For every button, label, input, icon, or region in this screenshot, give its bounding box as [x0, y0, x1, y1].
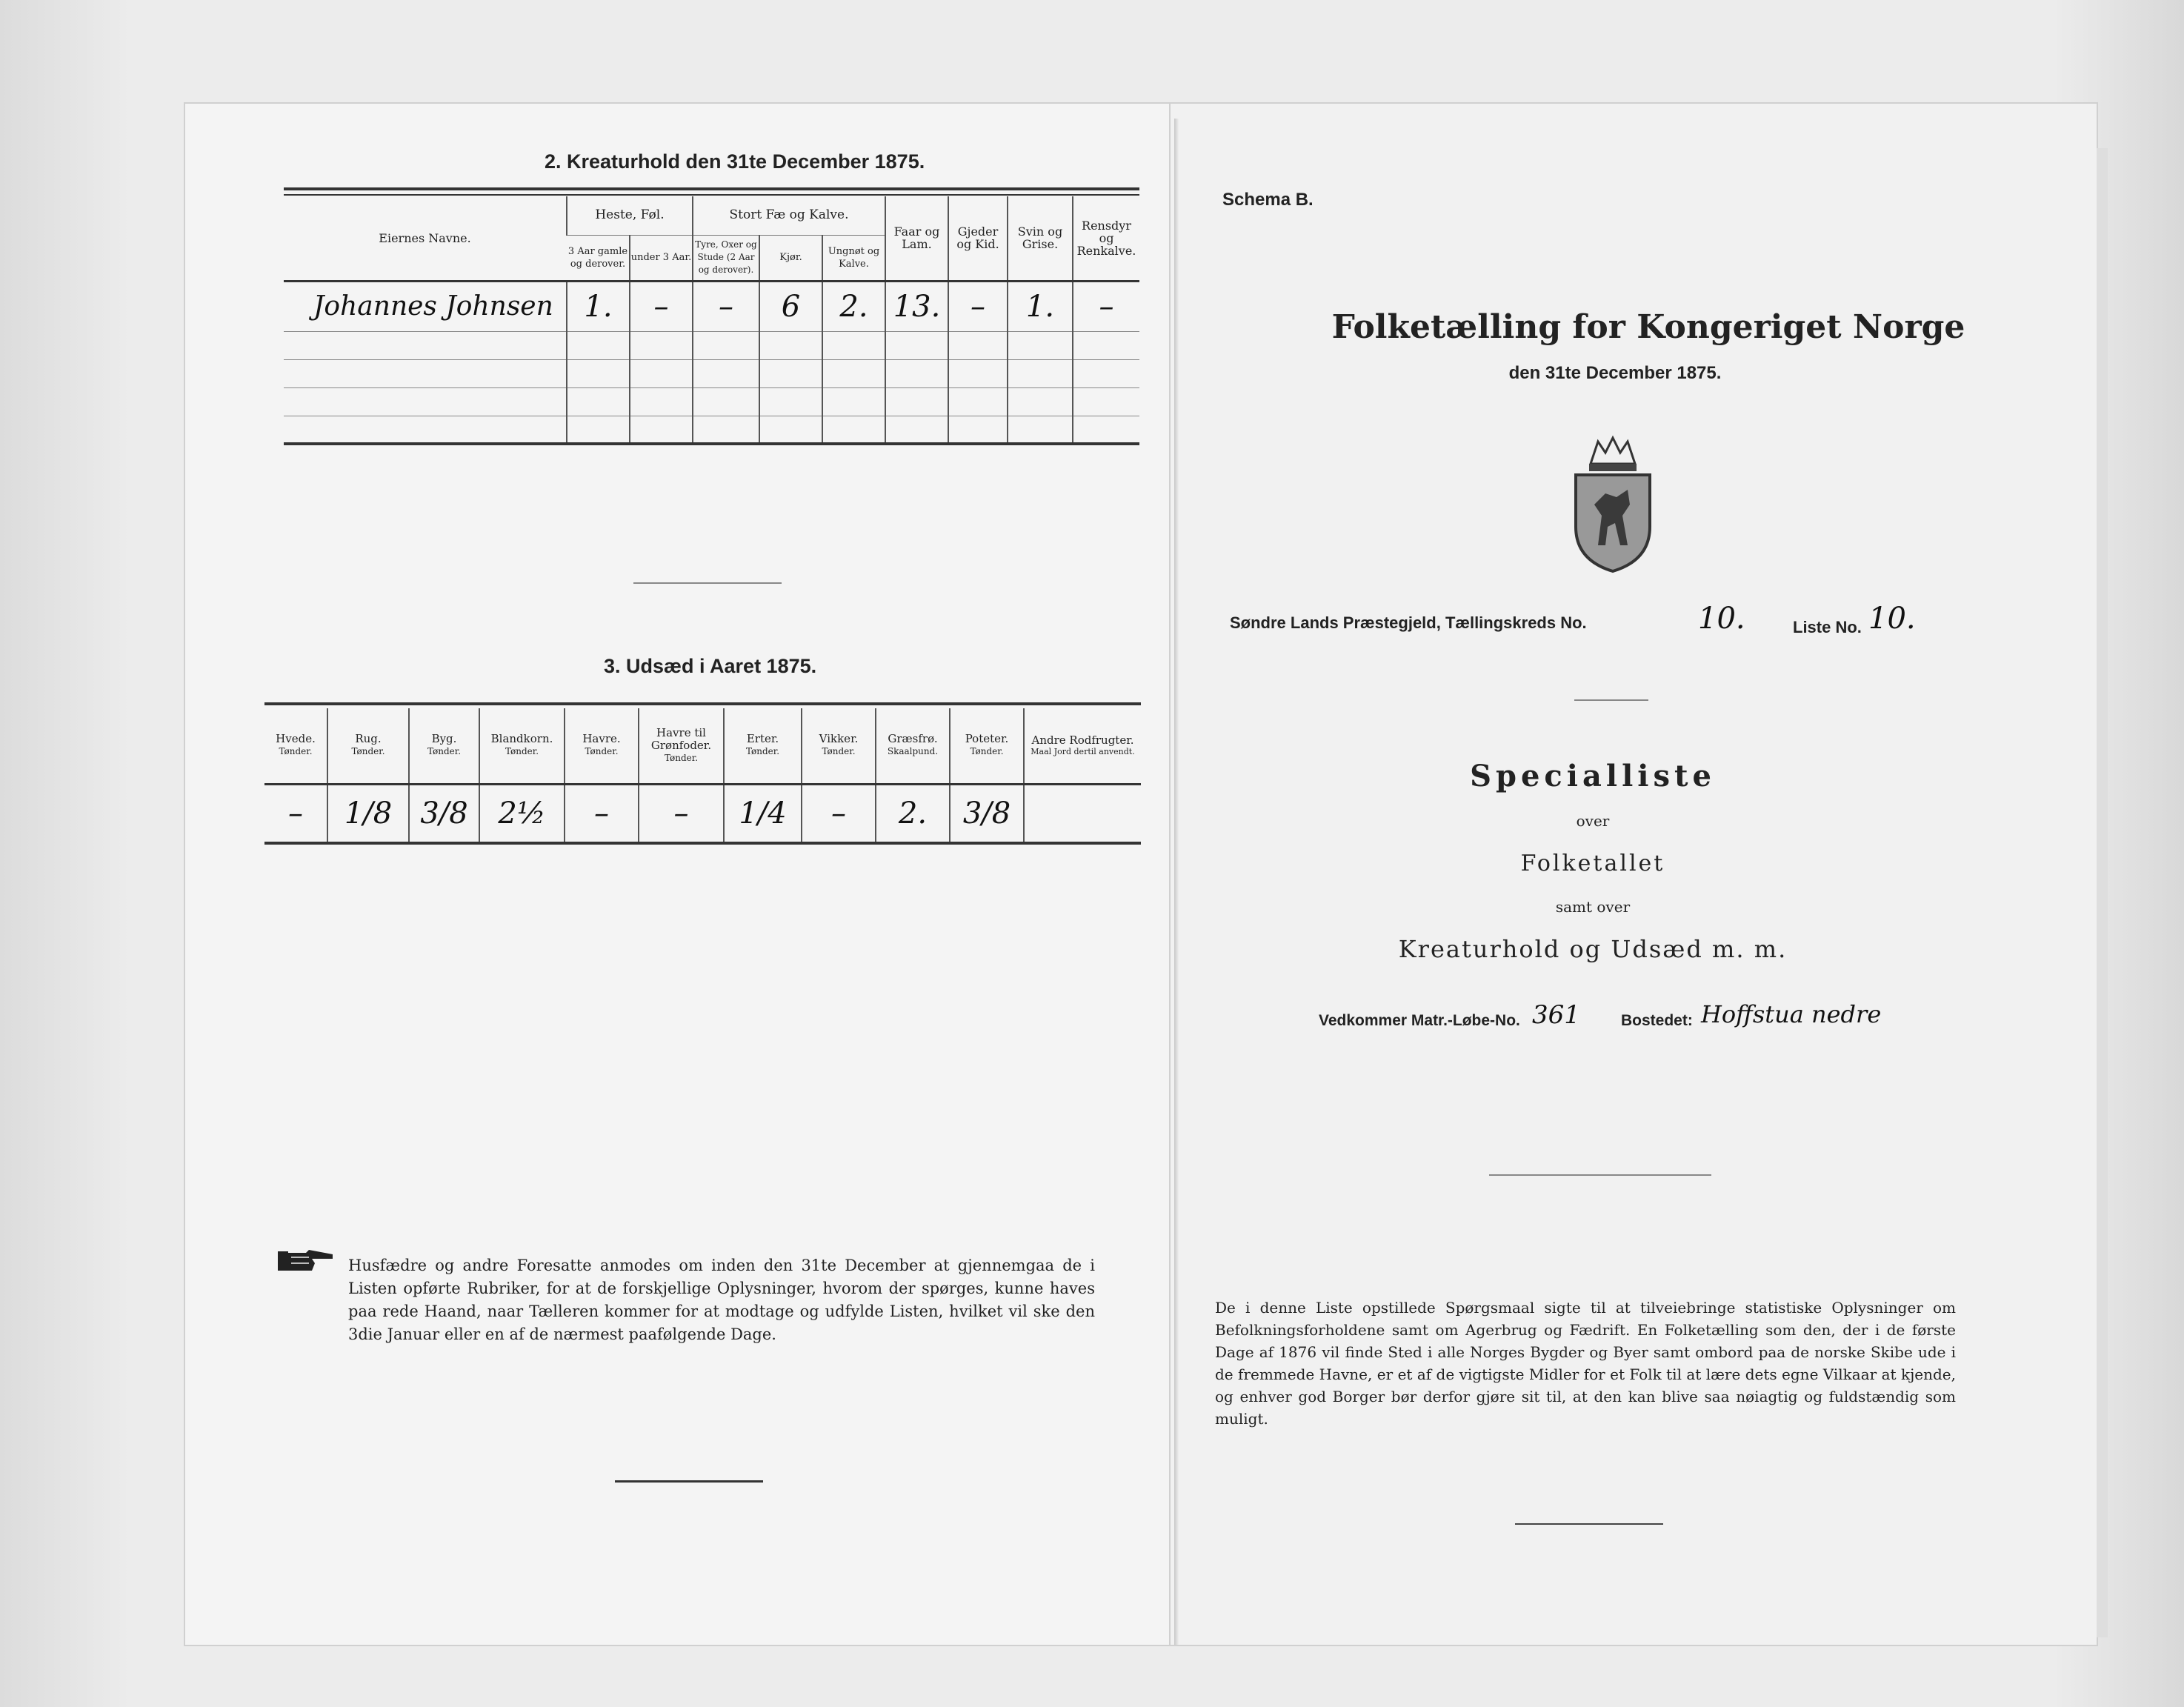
- col-faar: Faar og Lam.: [885, 196, 948, 281]
- matr-number: 361: [1532, 1000, 1580, 1030]
- hdr-hvede: [264, 708, 327, 784]
- sub-tyre: Tyre, Oxer og Stude (2 Aar og derover).: [693, 235, 759, 281]
- section3-title: 3. Udsæd i Aaret 1875.: [604, 655, 817, 677]
- hdr-erter: [724, 708, 802, 784]
- sub-kjor: Kjør.: [759, 235, 822, 281]
- val-heste-under3: –: [630, 281, 693, 331]
- hdr-havre: [565, 708, 639, 784]
- page-edge: [2097, 148, 2108, 1637]
- havre-unit: Tønder.: [585, 746, 619, 757]
- blandkorn-label: Blandkorn.: [490, 732, 553, 746]
- rug-unit: Tønder.: [351, 746, 385, 757]
- poteter-label: Poteter.: [965, 732, 1009, 746]
- left-notice: Husfædre og andre Foresatte anmodes om inden den 31te December at gjennemgaa de i Listen opførte Rubriker, for at de forskjellige Oplysninger, hvorom der spørges, kunne haves paa rede Haand, naar Tælleren kommer for at modtage og udfylde Listen, hvilket vil ske den 3die Januar eller en af de nærmest paafølgende Dage.: [348, 1257, 1095, 1343]
- schema-label: Schema B.: [1222, 190, 1314, 210]
- val-heste3: 1.: [567, 281, 630, 331]
- owner-name: Johannes Johnsen: [313, 291, 553, 322]
- graesfro-unit: Skaalpund.: [887, 746, 939, 757]
- samt-over-text: samt over: [1555, 898, 1631, 916]
- blandkorn-unit: Tønder.: [505, 746, 539, 757]
- val-faar: 13.: [885, 281, 948, 331]
- liste-label: Liste No.: [1793, 618, 1862, 636]
- andre-label: Andre Rodfrugter.: [1031, 733, 1134, 748]
- havre-label: Havre.: [582, 732, 621, 746]
- coat-of-arms-icon: [1565, 434, 1661, 575]
- kreatur-text: Kreaturhold og Udsæd m. m.: [1398, 935, 1788, 963]
- bosted-value: Hoffstua nedre: [1701, 1000, 1882, 1028]
- separator-2: [615, 1480, 763, 1483]
- section3-top-rule: [264, 702, 1141, 705]
- title-date: den 31te December 1875.: [1508, 363, 1722, 383]
- val-rensdyr: –: [1073, 281, 1139, 331]
- pointing-hand-icon: [276, 1247, 336, 1274]
- hdr-rug: [327, 708, 409, 784]
- poteter-unit: Tønder.: [970, 746, 1004, 757]
- page-fold: [1174, 119, 1179, 1645]
- hdr-andre: [1024, 708, 1141, 784]
- col-rensdyr: Rensdyr og Renkalve.: [1073, 196, 1139, 281]
- group-heste: Heste, Føl.: [567, 196, 693, 235]
- havre-gron-unit: Tønder.: [664, 752, 699, 763]
- bosted-label: Bostedet:: [1621, 1012, 1693, 1029]
- parish-label: Søndre Lands Præstegjeld, Tællingskreds No.: [1230, 613, 1587, 632]
- group-stort-fae: Stort Fæ og Kalve.: [693, 196, 885, 235]
- val-gjeder: –: [948, 281, 1008, 331]
- hdr-graesfro: [876, 708, 950, 784]
- hdr-poteter: [950, 708, 1024, 784]
- matr-label: Vedkommer Matr.-Løbe-No.: [1319, 1012, 1520, 1029]
- folketallet-text: Folketallet: [1520, 851, 1665, 876]
- separator-3: [1574, 699, 1648, 701]
- main-title: Folketælling for Kongeriget Norge: [1331, 308, 1965, 346]
- val-andre: [1024, 784, 1141, 843]
- val-blandkorn: 2½: [479, 784, 565, 843]
- hdr-blandkorn: [479, 708, 565, 784]
- val-hvede: –: [288, 796, 303, 831]
- sub-3aar: 3 Aar gamle og derover.: [567, 245, 628, 270]
- section2-top-rule-2: [284, 194, 1139, 196]
- val-havre-gron: –: [639, 784, 724, 843]
- val-kjor: 6: [759, 281, 822, 331]
- sub-under3: under 3 Aar.: [630, 235, 693, 281]
- seed-table: [264, 708, 1141, 845]
- separator-5: [1515, 1523, 1663, 1525]
- val-ungnot: 2.: [822, 281, 885, 331]
- rug-label: Rug.: [355, 732, 382, 746]
- col-svin: Svin og Grise.: [1008, 196, 1073, 281]
- erter-unit: Tønder.: [745, 746, 780, 757]
- separator-1: [633, 582, 782, 584]
- andre-unit: Maal Jord dertil anvendt.: [1031, 747, 1135, 757]
- hvede-label: Hvede.: [276, 732, 316, 746]
- livestock-table: [284, 196, 1139, 445]
- val-havre: –: [565, 784, 639, 843]
- byg-label: Byg.: [431, 732, 457, 746]
- val-vikker: –: [802, 784, 876, 843]
- val-poteter: 3/8: [950, 784, 1024, 843]
- sub-ungnot: Ungnøt og Kalve.: [822, 235, 885, 281]
- liste-number: 10.: [1868, 602, 1916, 636]
- val-erter: 1/4: [724, 784, 802, 843]
- section2-title: 2. Kreaturhold den 31te December 1875.: [545, 150, 925, 173]
- vikker-unit: Tønder.: [822, 746, 856, 757]
- hdr-byg: [409, 708, 479, 784]
- over-text-1: over: [1576, 812, 1610, 830]
- val-byg: 3/8: [409, 784, 479, 843]
- specialliste-title: Specialliste: [1470, 759, 1716, 793]
- right-footer-text: De i denne Liste opstillede Spørgsmaal sigte til at tilveiebringe statistiske Oplysninger om Befolkningsforholdene samt om Agerbrug og Fædrift. En Folketælling som den, der i de første Dage af 1876 vil finde Sted i alle Norges Bygder og Byer samt ombord paa de norske Skibe ude i de fremmede Havne, er et af de vigtigste Midler for et Folk til at lære dets egne Vilkaar at kjende, og enhver god Borger bør derfor gjøre sit til, at den kan blive saa nøiagtig og fuldstændig som muligt.: [1215, 1299, 1956, 1428]
- kreds-number: 10.: [1698, 602, 1745, 636]
- erter-label: Erter.: [746, 732, 779, 746]
- val-rug: 1/8: [327, 784, 409, 843]
- separator-4: [1489, 1174, 1711, 1176]
- hdr-vikker: [802, 708, 876, 784]
- val-svin: 1.: [1008, 281, 1073, 331]
- vikker-label: Vikker.: [819, 732, 859, 746]
- graesfro-label: Græsfrø.: [888, 732, 938, 746]
- hvede-unit: Tønder.: [279, 746, 313, 757]
- havre-gron-label: Havre til Grønfoder.: [650, 725, 712, 752]
- col-eiernes-navne: Eiernes Navne.: [379, 230, 471, 245]
- hdr-havre-gron: [639, 708, 724, 784]
- val-tyre: –: [693, 281, 759, 331]
- section2-top-rule: [284, 187, 1139, 190]
- byg-unit: Tønder.: [427, 746, 462, 757]
- col-gjeder: Gjeder og Kid.: [948, 196, 1008, 281]
- val-graesfro: 2.: [876, 784, 950, 843]
